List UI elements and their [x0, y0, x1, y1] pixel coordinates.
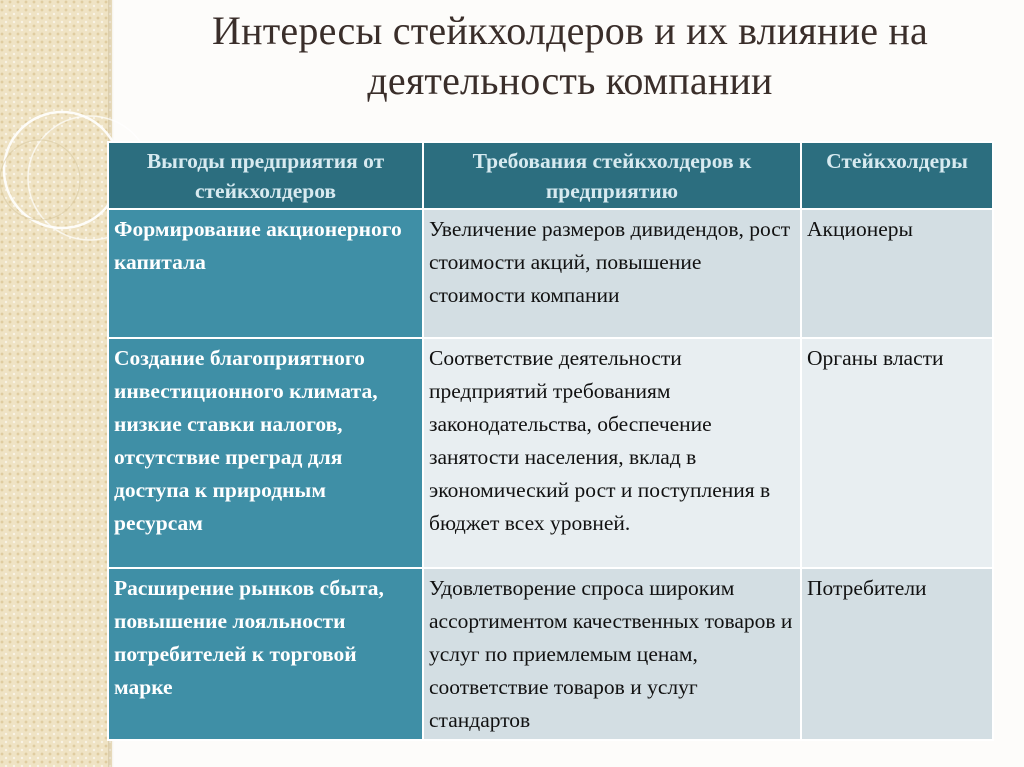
requirement-cell: Увеличение размеров дивидендов, рост стоимости акций, повышение стоимости компании: [423, 209, 801, 338]
title-line-1: Интересы стейкхолдеров и их влияние на: [212, 8, 928, 53]
header-requirements: Требования стейкхолдеров к предприятию: [423, 142, 801, 209]
stakeholder-cell: Акционеры: [801, 209, 993, 338]
stakeholder-cell: Органы власти: [801, 338, 993, 568]
requirement-cell: Соответствие деятельности предприятий требованиям законодательства, обеспечение занятости населения, вклад в экономический рост и поступления в бюджет всех уровней.: [423, 338, 801, 568]
benefit-cell: Расширение рынков сбыта, повышение лояльности потребителей к торговой марке: [108, 568, 423, 740]
table-row: [108, 338, 993, 568]
page-title: [140, 6, 1000, 106]
benefit-cell: Создание благоприятного инвестиционного климата, низкие ставки налогов, отсутствие преград для доступа к природным ресурсам: [108, 338, 423, 568]
header-stakeholders: Стейкхолдеры: [801, 142, 993, 209]
stakeholders-table: [107, 141, 992, 737]
table-row: [108, 568, 993, 740]
benefit-cell: Формирование акционерного капитала: [108, 209, 423, 338]
table-row: [108, 209, 993, 338]
header-benefits: Выгоды предприятия от стейкхолдеров: [108, 142, 423, 209]
requirement-cell: Удовлетворение спроса широким ассортиментом качественных товаров и услуг по приемлемым ценам, соответствие товаров и услуг стандартов: [423, 568, 801, 740]
title-line-2: деятельность компании: [367, 58, 773, 103]
table-header-row: [108, 142, 993, 209]
stakeholder-cell: Потребители: [801, 568, 993, 740]
